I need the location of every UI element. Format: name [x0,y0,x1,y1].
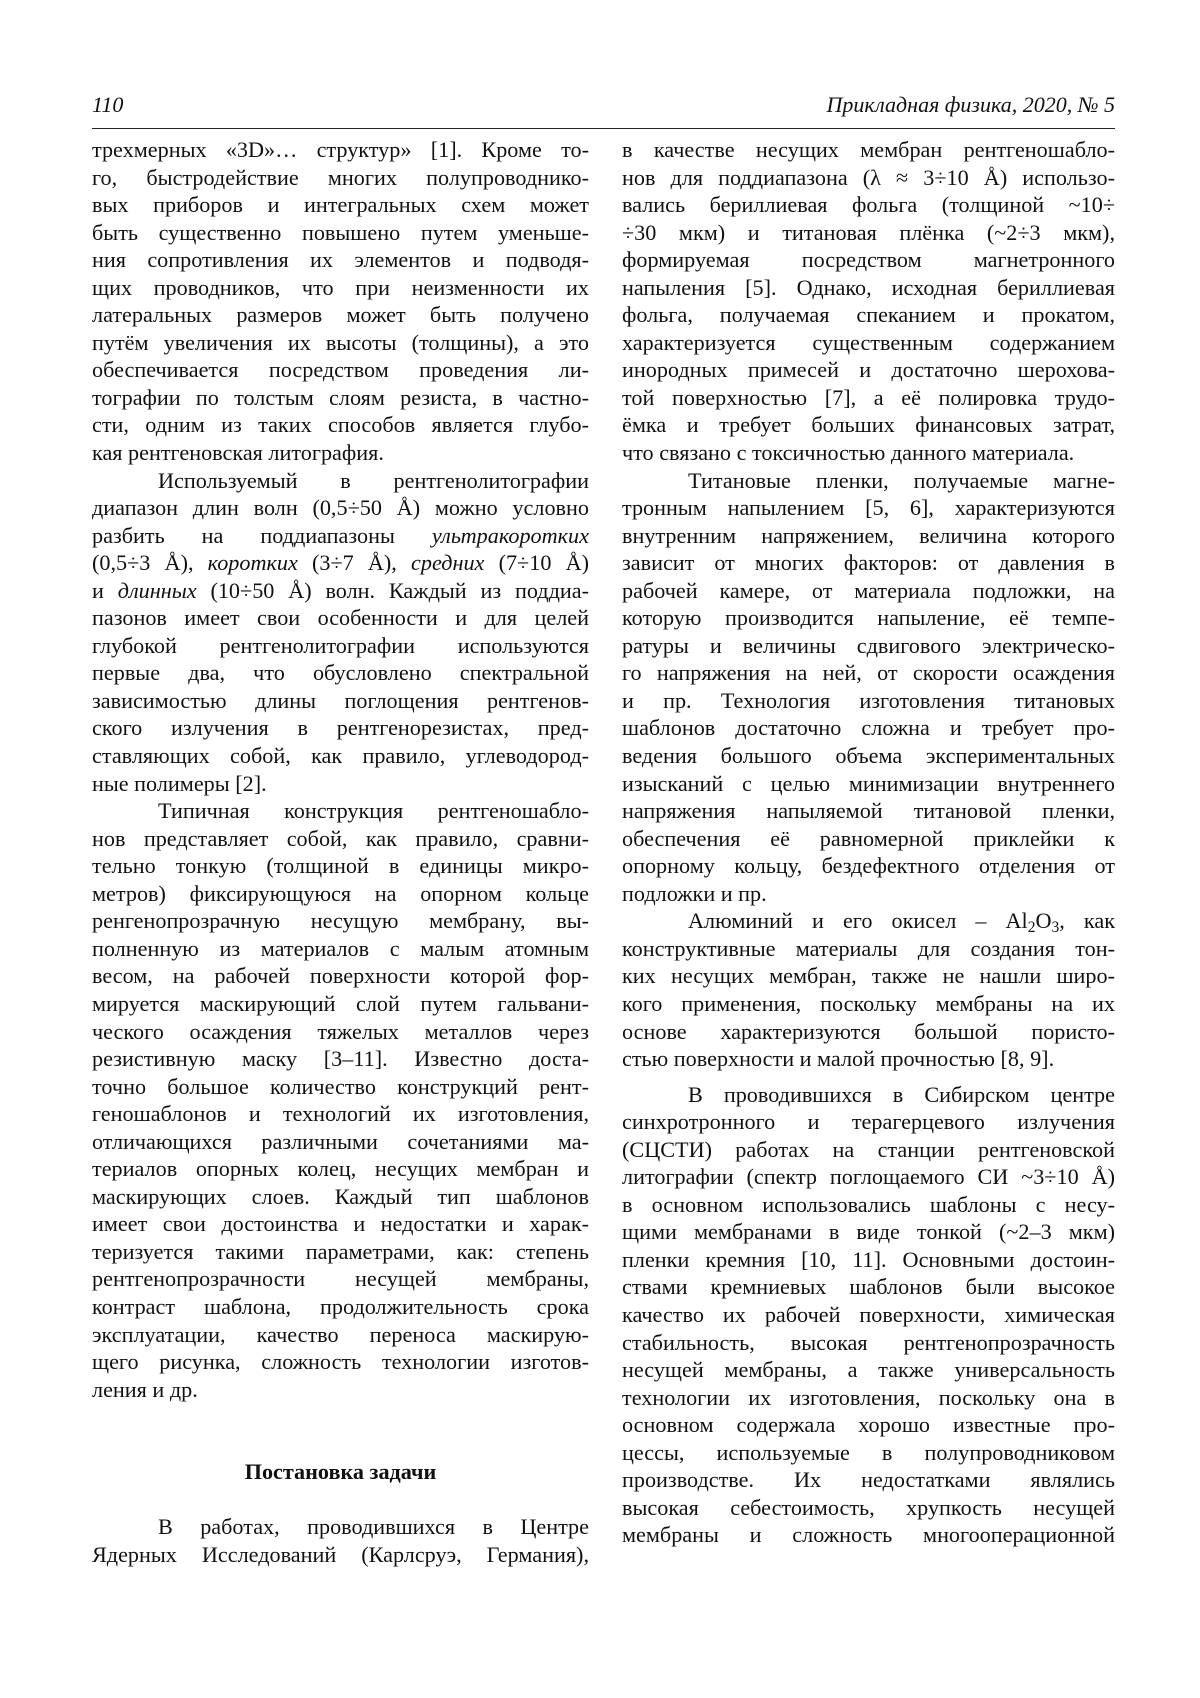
italic-term: ультракоротких [431,522,589,548]
text-line: точно большое количество конструкций рент- [92,1073,589,1099]
text-line: стью поверхности и малой прочностью [8, 9]. [622,1046,1055,1072]
text-line: зависимостью длины поглощения рентгенов- [92,687,589,713]
text-line: качество их рабочей поверхности, химическая [622,1301,1115,1327]
text-line: внутренним напряжением, величина которого [622,522,1115,548]
text-line: ких несущих мембран, также не нашли широ- [622,963,1115,989]
text-line: производстве. Их недостатками являлись [622,1467,1115,1493]
text-line: в основном использовались шаблоны с несу- [622,1191,1115,1217]
spacer [92,1431,589,1459]
text-line: кого применения, поскольку мембраны на их [622,990,1115,1016]
text-line: нов для поддиапазона (λ ≈ 3÷10 Å) использо- [622,164,1115,190]
text-line: латеральных размеров может быть получено [92,302,589,328]
text-run: (7÷10 Å) [484,550,589,576]
text-line: цессы, используемые в полупроводниковом [622,1439,1115,1465]
text-line: глубокой рентгенолитографии используются [92,632,589,658]
text-line: имеет свои достоинства и недостатки и харак- [92,1211,589,1237]
text-line: синхротронного и терагерцевого излучения [622,1109,1115,1135]
text-line: нов представляет собой, как правило, сравни- [92,825,589,851]
text-line: го, быстродействие многих полупроводнико- [92,164,589,190]
text-line: ствами кремниевых шаблонов были высокое [622,1274,1115,1300]
text-line: весом, на рабочей поверхности которой фор- [92,963,589,989]
text-line: кая рентгеновская литография. [92,440,384,466]
text-line: го напряжения на ней, от скорости осаждения [622,660,1115,686]
text-line: рабочей камере, от материала подложки, на [622,577,1115,603]
text-line: щими мембранами в виде тонкой (~2–3 мкм) [622,1219,1115,1245]
section-heading: Постановка задачи [244,1459,437,1485]
text-run: O [1035,908,1052,934]
text-line: мируется маскирующий слой путем гальвани- [92,990,589,1016]
right-column [622,136,1115,1549]
paragraph-1 [92,136,589,467]
text-line: несущей мембраны, а также универсальность [622,1357,1115,1383]
text-line: геношаблонов и технологий их изготовления, [92,1101,589,1127]
text-line: тронным напылением [5, 6], характеризуются [622,495,1115,521]
text-line: (СЦСТИ) работах на станции рентгеновской [622,1136,1115,1162]
text-line: в качестве несущих мембран рентгеношабло- [622,137,1115,162]
text-line: опорному кольцу, бездефектного отделения от [622,853,1115,879]
text-line: В работах, проводившихся в Центре [158,1514,589,1540]
text-line [622,907,1115,935]
text-line: мембраны и сложность многооперационной [622,1522,1115,1548]
text-line: быть существенно повышено путем уменьше- [92,219,589,245]
text-line: контраст шаблона, продолжительность срока [92,1293,589,1319]
left-column [92,136,589,1568]
text-line: отличающихся различными сочетаниями ма- [92,1128,589,1154]
paragraph-3 [92,797,589,1403]
text-line: технологии их изготовления, поскольку она в [622,1384,1115,1410]
text-line: что связано с токсичностью данного материала. [622,440,1075,466]
text-line: напыления [5]. Однако, исходная бериллиевая [622,274,1115,300]
text-run: , как [1059,908,1115,934]
paragraph-7 [622,907,1115,1072]
text-run: (3÷7 Å), [297,550,411,576]
text-run: (0,5÷3 Å), [92,550,208,576]
text-line [92,577,589,605]
text-line: стабильность, высокая рентгенопрозрачность [622,1329,1115,1355]
text-run: разбить на поддиапазоны [92,522,432,548]
text-line: В проводившихся в Сибирском центре [688,1081,1115,1107]
text-line: ления и др. [92,1376,198,1402]
text-line: резистивную маску [3–11]. Известно доста- [92,1046,589,1072]
text-line: пленки кремния [10, 11]. Основными достоин- [622,1246,1115,1272]
text-line: которую производится напыление, её темпе- [622,605,1115,631]
text-line: конструктивные материалы для создания тон- [622,935,1115,961]
text-run: и [92,577,118,603]
spacer [92,1486,589,1514]
page-number: 110 [92,92,124,117]
text-line: тографии по толстым слоям резиста, в частно- [92,384,589,410]
text-line: первые два, что обусловлено спектральной [92,660,589,686]
text-line: тельно тонкую (толщиной в единицы микро- [92,853,589,879]
journal-reference: Прикладная физика, 2020, № 5 [826,92,1115,117]
text-line: шаблонов достаточно сложна и требует про- [622,715,1115,741]
paragraph-2 [92,467,589,798]
text-line: сти, одним из таких способов является глубо- [92,412,589,438]
text-line: трехмерных «3D»… структур» [1]. Кроме то- [92,137,589,162]
text-line: ния сопротивления их элементов и подводя- [92,247,589,273]
text-line: инородных примесей и достаточно шерохова- [622,357,1115,383]
paragraph-6 [622,467,1115,908]
text-line: Используемый в рентгенолитографии [158,467,589,493]
text-line: полненную из материалов с малым атомным [92,935,589,961]
text-line: ского излучения в рентгенорезистах, пред- [92,715,589,741]
text-line: зависит от многих факторов: от давления в [622,550,1115,576]
text-line: и пр. Технология изготовления титановых [622,687,1115,713]
subscript: 3 [1051,919,1060,937]
text-line: рентгенопрозрачности несущей мембраны, [92,1266,589,1292]
text-line [92,522,589,550]
text-line: ведения большого объема экспериментальных [622,743,1115,769]
text-line: изысканий с целью минимизации внутреннего [622,770,1115,796]
italic-term: длинных [117,577,197,603]
text-line: фольга, получаемая спеканием и прокатом, [622,302,1115,328]
text-line: литографии (спектр поглощаемого СИ ~3÷10 Å) [622,1164,1115,1190]
text-line: щих проводников, что при неизменности их [92,274,589,300]
text-line: характеризуется существенным содержанием [622,329,1115,355]
text-line: подложки и пр. [622,880,767,906]
text-line: ренгенопрозрачную несущую мембрану, вы- [92,908,589,934]
text-line: Титановые пленки, получаемые магне- [688,467,1115,493]
text-line: обеспечивается посредством проведения ли- [92,357,589,383]
italic-term: коротких [207,550,298,576]
text-line: высокая себестоимость, хрупкость несущей [622,1494,1115,1520]
text-line: ные полимеры [2]. [92,770,267,796]
paragraph-5 [622,136,1115,467]
spacer [92,1403,589,1431]
text-line: ческого осаждения тяжелых металлов через [92,1018,589,1044]
text-line: напряжения напыляемой титановой пленки, [622,798,1115,824]
text-line: основе характеризуются большой пористо- [622,1018,1115,1044]
text-line: диапазон длин волн (0,5÷50 Å) можно условно [92,495,589,521]
text-line: вались бериллиевая фольга (толщиной ~10÷ [622,192,1115,218]
text-line: эксплуатации, качество переноса маскирую- [92,1321,589,1347]
text-line: ÷30 мкм) и титановая плёнка (~2÷3 мкм), [622,219,1115,245]
text-line: Типичная конструкция рентгеношабло- [158,798,589,824]
running-header [92,92,1115,129]
text-line: метров) фиксирующуюся на опорном кольце [92,880,589,906]
text-line: пазонов имеет свои особенности и для целей [92,605,589,631]
text-line: теризуется такими параметрами, как: степень [92,1238,589,1264]
text-line: вых приборов и интегральных схем может [92,192,589,218]
text-line: путём увеличения их высоты (толщины), а это [92,329,589,355]
text-line: основном содержала хорошо известные про- [622,1412,1115,1438]
italic-term: средних [411,550,485,576]
text-line: маскирующих слоев. Каждый тип шаблонов [92,1183,589,1209]
text-line: формируемая посредством магнетронного [622,247,1115,273]
paragraph-4 [92,1513,589,1568]
text-line: ратуры и величины сдвигового электрическо- [622,632,1115,658]
subscript: 2 [1027,919,1036,937]
text-line: обеспечения её равномерной приклейки к [622,825,1115,851]
text-line [92,549,589,577]
text-run: Алюминий и его окисел – Al [688,908,1028,934]
text-run: (10÷50 Å) волн. Каждый из поддиа- [196,577,589,603]
paragraph-8 [622,1081,1115,1549]
text-line: той поверхностью [7], а её полировка трудо- [622,384,1115,410]
text-line: щего рисунка, сложность технологии изготов- [92,1349,589,1375]
text-line: Ядерных Исследований (Карлсруэ, Германия), [92,1541,589,1567]
text-line: териалов опорных колец, несущих мембран и [92,1156,589,1182]
text-line: ёмка и требует больших финансовых затрат, [622,412,1115,438]
text-line: ставляющих собой, как правило, углеводород- [92,743,589,769]
